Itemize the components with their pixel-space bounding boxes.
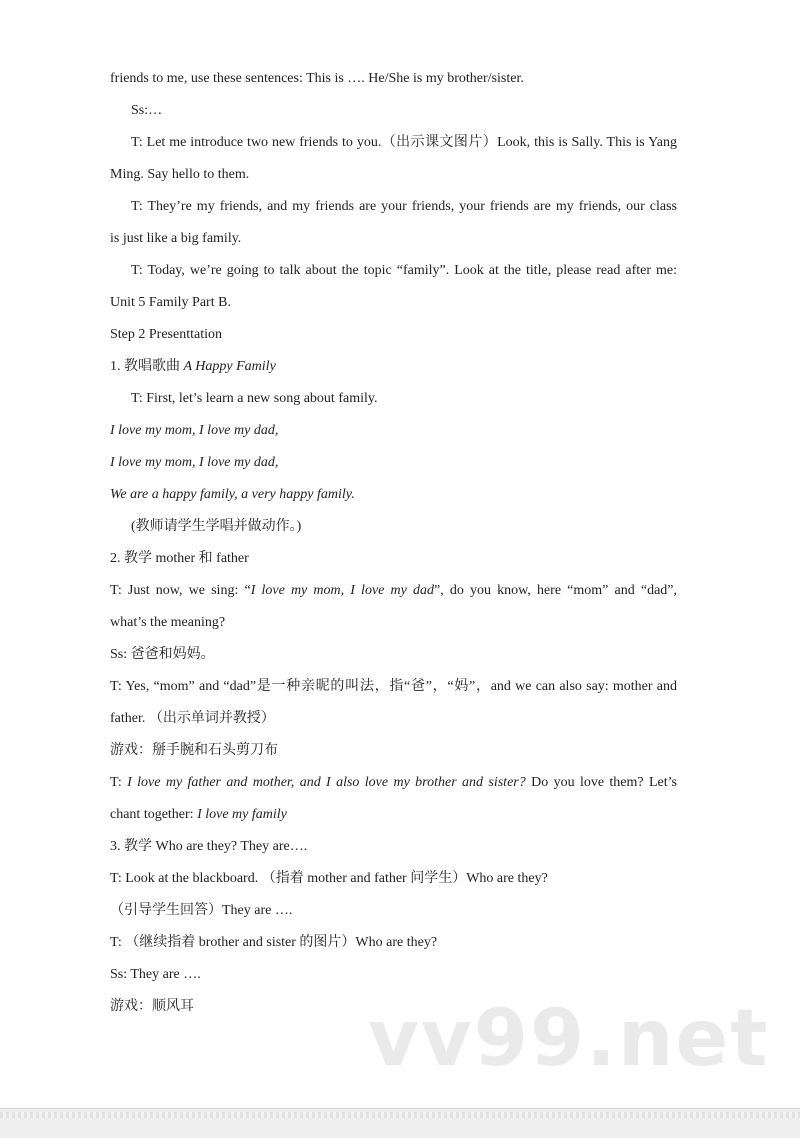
text-line: T: Let me introduce two new friends to you.（出示课文图片）Look, this is Sally. This is Yang [131, 135, 677, 150]
text-line: T: First, let’s learn a new song about family. [131, 391, 378, 406]
text-line: friends to me, use these sentences: This is …. He/She is my brother/sister. [110, 71, 524, 86]
song-title: A Happy Family [183, 359, 276, 374]
section-heading: Step 2 Presenttation [110, 327, 222, 342]
lyric-line: I love my mom, I love my dad, [110, 455, 279, 470]
chant-title: I love my family [197, 807, 287, 822]
text-line: （引导学生回答）They are …. [110, 903, 293, 918]
text-segment: ”, do you know, here “mom” and “dad”, [433, 583, 678, 598]
lyric-line: I love my mom, I love my dad, [110, 423, 279, 438]
text-segment: chant together: [110, 807, 198, 822]
text-line: Ss: They are …. [110, 967, 201, 982]
watermark: vv99.net [368, 994, 770, 1084]
text-segment-italic: I love my father and mother, and I also love my brother and sister? [127, 775, 526, 790]
text-line: is just like a big family. [110, 231, 242, 246]
text-segment: T: Just now, we sing: “ [110, 583, 251, 598]
text-line: T: Today, we’re going to talk about the topic “family”. Look at the title, please read after me: [131, 263, 677, 278]
step-prefix: 1. 教唱歌曲 [110, 359, 184, 374]
text-line: T: Yes, “mom” and “dad”是一种亲昵的叫法，指“爸”，“妈”，and we can also say: mother and [110, 679, 677, 694]
text-line: Ss: 爸爸和妈妈。 [110, 647, 215, 662]
text-line: Ss:… [131, 103, 163, 118]
text-line: what’s the meaning? [110, 615, 226, 630]
text-segment-italic: I love my mom, I love my dad [250, 583, 434, 598]
text-line: T: Look at the blackboard. （指着 mother and father 问学生）Who are they? [110, 871, 548, 886]
teacher-note: (教师请学生学唱并做动作。) [131, 519, 302, 534]
game-line: 游戏：掰手腕和石头剪刀布 [110, 743, 278, 758]
game-line: 游戏：顺风耳 [110, 999, 194, 1014]
page-divider [0, 1112, 800, 1118]
text-line: T: （继续指着 brother and sister 的图片）Who are they? [110, 935, 438, 950]
text-segment: T: [110, 775, 128, 790]
lyric-line: We are a happy family, a very happy family. [110, 487, 355, 502]
text-line: father. （出示单词并教授） [110, 711, 275, 726]
text-line: Ming. Say hello to them. [110, 167, 250, 182]
text-segment: Do you love them? Let’s [525, 775, 677, 790]
text-line: Unit 5 Family Part B. [110, 295, 231, 310]
text-line: T: They’re my friends, and my friends are your friends, your friends are my friends, our class [131, 199, 677, 214]
text-line [110, 805, 287, 825]
text-line [110, 773, 677, 793]
text-line [110, 581, 677, 601]
step-heading [110, 357, 276, 377]
step-heading: 3. 教学 Who are they? They are…. [110, 839, 308, 854]
step-heading: 2. 教学 mother 和 father [110, 551, 249, 566]
